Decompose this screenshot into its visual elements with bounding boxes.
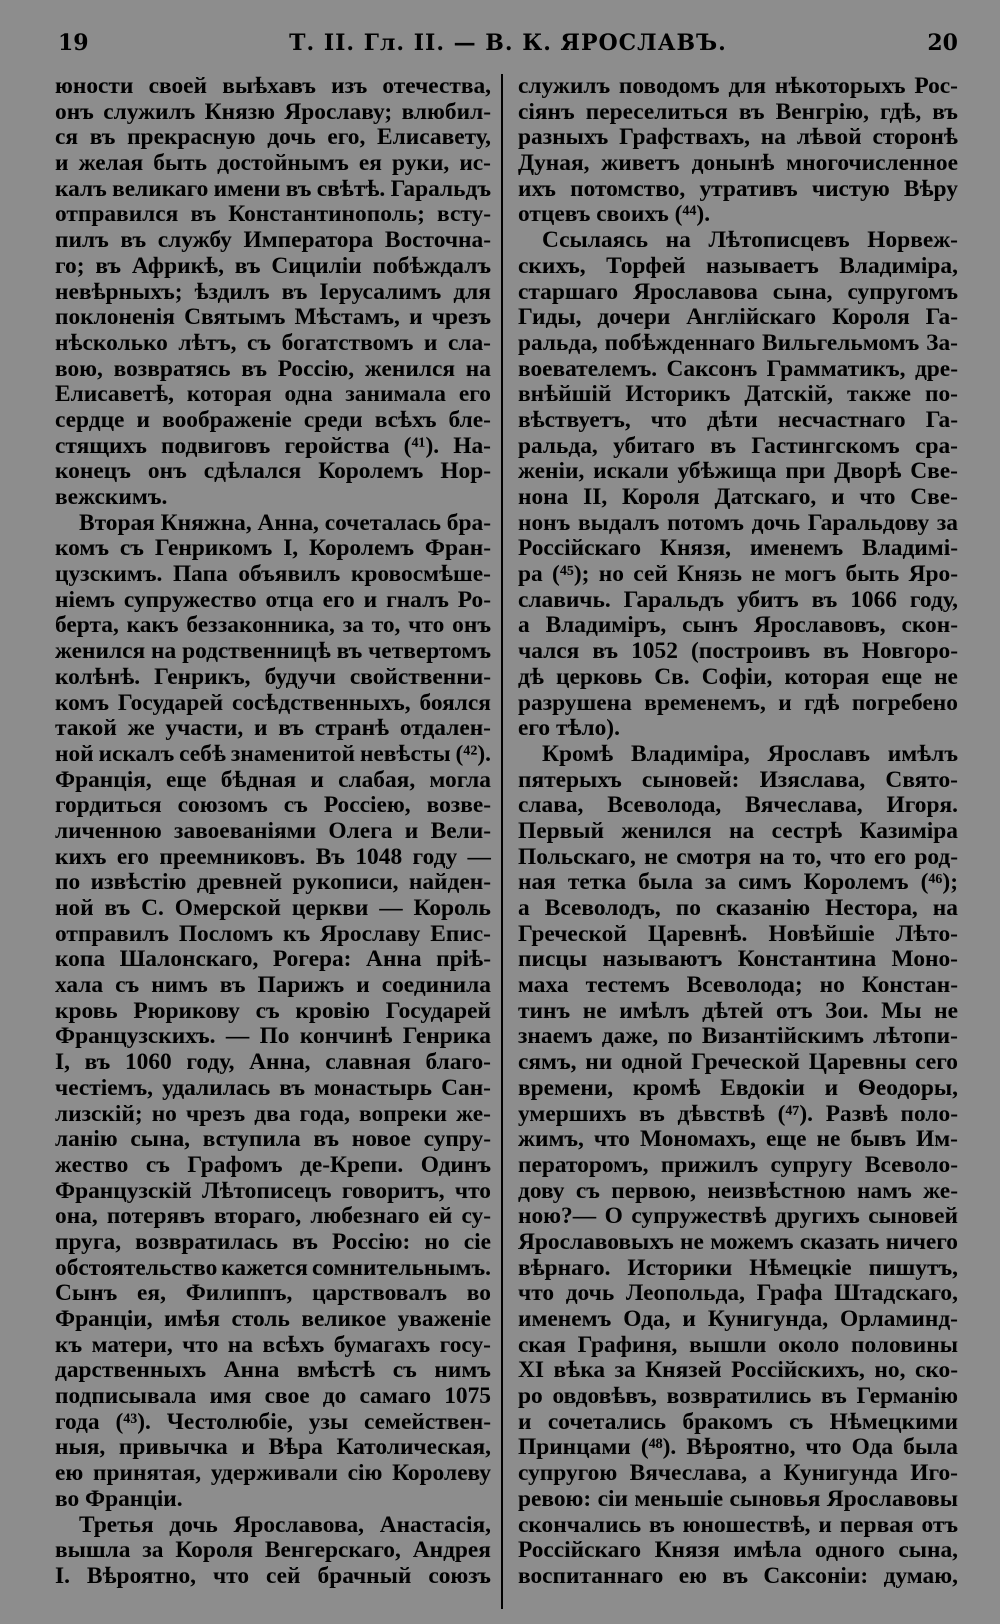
text-line: писцы называютъ Константина Моно-	[518, 946, 958, 973]
text-line: комъ Государей сосѣдственныхъ, боялся	[55, 689, 491, 716]
right-column	[518, 74, 958, 1590]
text-line: гордиться союзомъ съ Россіею, возве-	[55, 792, 491, 819]
text-line: Ярославовыхъ не можемъ сказать ничего	[518, 1228, 958, 1255]
text-line: ныя, привычка и Вѣра Католическая,	[55, 1434, 491, 1461]
text-line: сіянъ переселиться въ Венгрію, гдѣ, въ	[518, 98, 958, 125]
text-line: ная тетка была за симъ Королемъ (⁴⁶);	[518, 869, 958, 896]
text-line: супругою Вячеслава, а Кунигунда Иго-	[518, 1460, 958, 1487]
text-line: пилъ въ службу Императора Восточна-	[55, 227, 491, 254]
text-line: ной въ С. Омерской церкви — Король	[55, 895, 491, 921]
text-line: слава, Всеволода, Вячеслава, Игоря.	[518, 792, 958, 819]
text-line: нонъ выдалъ потомъ дочь Гаральдову за	[518, 509, 958, 536]
text-line: сердце и воображеніе среди всѣхъ бле-	[55, 406, 491, 433]
text-line: калъ великаго имени въ свѣтѣ. Гаральдъ	[55, 175, 491, 202]
text-line: цузскимъ. Папа объявилъ кровосмѣше-	[55, 561, 491, 588]
text-line: разныхъ Графствахъ, на лѣвой сторонѣ	[518, 124, 958, 151]
text-line: умершихъ въ дѣвствѣ (⁴⁷). Развѣ поло-	[518, 1100, 958, 1127]
column-divider	[501, 74, 503, 1609]
text-line: Елисаветѣ, которая одна занимала его	[55, 381, 491, 408]
text-line: внѣйшій Историкъ Датскій, также по-	[518, 381, 958, 408]
text-line: его тѣло).	[518, 715, 620, 742]
text-line: времени, кромѣ Евдокіи и Ѳеодоры,	[518, 1074, 958, 1101]
text-line: женился на родственницѣ въ четвертомъ	[55, 638, 491, 665]
text-line: вою, возвратясь въ Россію, женился на	[55, 355, 491, 382]
text-line: и сочетались бракомъ съ Нѣмецкими	[518, 1408, 958, 1435]
text-line: скихъ, Торфей называетъ Владиміра,	[518, 252, 958, 279]
text-line: по извѣстію древней рукописи, найден-	[55, 869, 491, 896]
text-line: Вторая Княжна, Анна, сочеталась бра-	[79, 509, 491, 536]
text-line: такой же участи, и въ странѣ отдален-	[55, 715, 491, 742]
text-line: тинъ не имѣлъ дѣтей отъ Зои. Мы не	[518, 997, 958, 1024]
text-line: ская Графиня, вышли около половины	[518, 1331, 958, 1358]
text-line: Ссылаясь на Лѣтописцевъ Норвеж-	[542, 227, 958, 254]
text-line: ральда, убитаго въ Гастингскомъ сра-	[518, 432, 958, 459]
text-line: поклоненія Святымъ Мѣстамъ, и чрезъ	[55, 304, 491, 331]
text-line: кровь Рюрикову съ кровію Государей	[55, 997, 491, 1024]
text-line: сямъ, ни одной Греческой Царевны сего	[518, 1049, 958, 1076]
text-line: пятерыхъ сыновей: Изяслава, Свято-	[518, 766, 958, 793]
text-line: копа Шалонскаго, Рогера: Анна пріѣ-	[55, 946, 491, 973]
page-number-right: 20	[927, 30, 958, 56]
text-line: чался въ 1052 (построивъ въ Новгоро-	[518, 638, 958, 665]
text-line: славичь. Гаральдъ убитъ въ 1066 году,	[518, 586, 958, 613]
text-line: го; въ Африкѣ, въ Сициліи побѣждалъ	[55, 252, 491, 279]
text-line: ператоромъ, прижилъ супругу Всеволо-	[518, 1151, 958, 1178]
text-line: ною?— О супружествѣ другихъ сыновей	[518, 1203, 958, 1230]
text-line: Принцами (⁴⁸). Вѣроятно, что Ода была	[518, 1434, 958, 1461]
text-line: ею принятая, удерживали сію Королеву	[55, 1460, 491, 1487]
text-line: маха тестемъ Всеволода; но Констан-	[518, 972, 958, 999]
text-line: жество съ Графомъ де-Крепи. Одинъ	[55, 1151, 491, 1178]
text-line: пруга, возвратилась въ Россію: но сіе	[55, 1228, 491, 1255]
text-line: подписывала имя свое до самаго 1075	[55, 1383, 491, 1410]
text-line: лизскій; но чрезъ два года, вопреки же-	[55, 1100, 491, 1127]
text-line: I, въ 1060 году, Анна, славная благо-	[55, 1049, 491, 1076]
text-line: Дуная, живетъ донынѣ многочисленное	[518, 150, 958, 177]
text-line: личенною завоеваніями Олега и Вели-	[55, 817, 491, 844]
text-line: XI вѣка за Князей Россійскихъ, но, ско-	[518, 1357, 958, 1384]
text-line: ся въ прекрасную дочь его, Елисавету,	[55, 124, 491, 151]
text-line: женіи, искали убѣжища при Дворѣ Све-	[518, 458, 958, 485]
running-title: Т. II. Гл. II. — В. К. ЯРОСЛАВЪ.	[289, 30, 727, 56]
running-header	[58, 26, 958, 60]
text-line: отправилъ Посломъ къ Ярославу Епис-	[55, 920, 491, 947]
text-line: ревою: сіи меньшіе сыновья Ярославовы	[518, 1485, 958, 1512]
text-line: стящихъ подвиговъ геройства (⁴¹). На-	[55, 432, 491, 459]
text-line: отцевъ своихъ (⁴⁴).	[518, 201, 711, 228]
text-line: Греческой Царевнѣ. Новѣйшіе Лѣто-	[518, 920, 958, 947]
text-line: Французскій Лѣтописецъ говоритъ, что	[55, 1177, 491, 1204]
text-line: обстоятельство кажется сомнительнымъ.	[55, 1254, 491, 1281]
text-line: вѣрнаго. Историки Нѣмецкіе пишутъ,	[518, 1254, 958, 1281]
text-line: конецъ онъ сдѣлался Королемъ Нор-	[55, 458, 491, 485]
text-line: честіемъ, удалилась въ монастырь Сан-	[55, 1074, 491, 1101]
text-line: ральда, побѣжденнаго Вильгельмомъ За-	[518, 329, 958, 356]
left-column	[55, 74, 491, 1590]
text-line: кихъ его преемниковъ. Въ 1048 году —	[55, 843, 491, 870]
page-number-left: 19	[58, 30, 89, 56]
text-line: ро овдовѣвъ, возвратились въ Германію	[518, 1383, 958, 1410]
text-line: вежскимъ.	[55, 484, 168, 510]
text-line: Франціи, имѣя столь великое уваженіе	[55, 1306, 491, 1332]
text-line: отправился въ Константинополь; всту-	[55, 201, 491, 228]
text-line: Россійскаго Князя имѣла одного сына,	[518, 1537, 958, 1564]
text-line: именемъ Ода, и Кунигунда, Орламинд-	[518, 1306, 958, 1332]
text-line: дѣ церковь Св. Софіи, которая еще не	[518, 663, 958, 690]
text-line: что дочь Леопольда, Графа Штадскаго,	[518, 1280, 958, 1307]
text-line: вѣствуетъ, что дѣти несчастнаго Га-	[518, 406, 958, 433]
text-line: ланію сына, вступила въ новое супру-	[55, 1126, 491, 1153]
text-line: вышла за Короля Венгерскаго, Андрея	[55, 1537, 491, 1564]
text-line: Сынъ ея, Филиппъ, царствовалъ во	[55, 1280, 491, 1307]
text-line: Гиды, дочери Англійскаго Короля Га-	[518, 304, 958, 331]
text-line: жимъ, что Мономахъ, еще не бывъ Им-	[518, 1126, 958, 1153]
text-line: года (⁴³). Честолюбіе, узы семействен-	[55, 1408, 491, 1435]
text-line: къ матери, что на всѣхъ бумагахъ госу-	[55, 1331, 491, 1358]
text-line: Россійскаго Князя, именемъ Владимі-	[518, 535, 958, 562]
text-line: берта, какъ беззаконника, за то, что онъ	[55, 612, 491, 639]
text-line: колѣнѣ. Генрикъ, будучи свойственни-	[55, 663, 491, 690]
text-line: комъ съ Генрикомъ I, Королемъ Фран-	[55, 535, 491, 562]
text-line: невѣрныхъ; ѣздилъ въ Іерусалимъ для	[55, 278, 491, 305]
text-line: нона II, Короля Датскаго, и что Свe-	[518, 484, 958, 510]
text-line: разрушена временемъ, и гдѣ погребено	[518, 689, 958, 716]
text-line: Кромѣ Владиміра, Ярославъ имѣлъ	[542, 740, 958, 767]
text-line: нѣсколько лѣтъ, съ богатствомъ и сла-	[55, 329, 491, 356]
text-line: онъ служилъ Князю Ярославу; влюбил-	[55, 98, 491, 125]
text-line: во Франціи.	[55, 1485, 183, 1512]
text-line: старшаго Ярославова сына, супругомъ	[518, 278, 958, 305]
text-line: ра (⁴⁵); но сей Князь не могъ быть Яро-	[518, 561, 958, 588]
text-line: Польскаго, не смотря на то, что его род-	[518, 843, 958, 870]
text-line: I. Вѣроятно, что сей брачный союзъ	[55, 1562, 491, 1589]
text-line: ніемъ супружество отца его и гналъ Ро-	[55, 586, 491, 613]
text-line: она, потерявъ втораго, любезнаго ей су-	[55, 1203, 491, 1230]
text-line: а Владиміръ, сынъ Ярославовъ, скон-	[518, 612, 958, 639]
text-line: ной искалъ себѣ знаменитой невѣсты (⁴²).	[55, 740, 491, 767]
text-line: дарственныхъ Анна вмѣстѣ съ нимъ	[55, 1357, 491, 1384]
text-line: воспитаннаго ею въ Саксоніи: думаю,	[518, 1562, 958, 1589]
text-line: юности своей выѣхавъ изъ отечества,	[55, 73, 491, 99]
text-line: Франція, еще бѣдная и слабая, могла	[55, 766, 491, 793]
text-line: воевателемъ. Саксонъ Грамматикъ, дре-	[518, 355, 958, 382]
text-line: Французскихъ. — По кончинѣ Генрика	[55, 1023, 491, 1050]
text-line: а Всеволодъ, по сказанію Нестора, на	[518, 895, 958, 921]
text-line: знаемъ даже, по Византійскимъ лѣтопи-	[518, 1023, 958, 1050]
text-line: Третья дочь Ярославова, Анастасія,	[79, 1511, 491, 1538]
text-line: хала съ нимъ въ Парижъ и соединила	[55, 972, 491, 999]
text-line: Первый женился на сестрѣ Казиміра	[518, 817, 958, 844]
text-line: скончались въ юношествѣ, и первая отъ	[518, 1511, 958, 1538]
text-line: ихъ потомство, утративъ чистую Вѣру	[518, 175, 958, 202]
text-line: и желая быть достойнымъ ея руки, ис-	[55, 150, 491, 177]
text-line: дову съ первою, неизвѣстною намъ же-	[518, 1177, 958, 1204]
text-line: служилъ поводомъ для нѣкоторыхъ Рос-	[518, 73, 958, 99]
